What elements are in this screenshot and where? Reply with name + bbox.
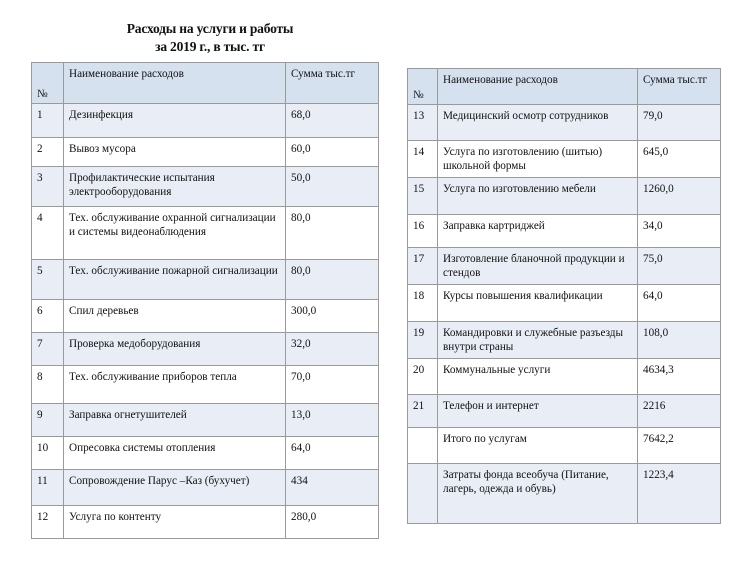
- table-body: [32, 63, 379, 539]
- header-name: Наименование расходов: [64, 63, 286, 104]
- row-num-cell: 15: [408, 178, 438, 215]
- row-sum-cell: 32,0: [286, 333, 379, 366]
- table-row: [32, 207, 379, 260]
- table-body: [408, 69, 721, 524]
- row-num-cell: 18: [408, 285, 438, 322]
- row-num-cell: 16: [408, 215, 438, 248]
- header-num: №: [32, 63, 64, 104]
- table-row: [32, 404, 379, 437]
- header-name: Наименование расходов: [438, 69, 638, 105]
- row-name-cell: Коммунальные услуги: [438, 359, 638, 395]
- row-num-cell: 10: [32, 437, 64, 470]
- row-name-cell: Командировки и служебные разъезды внутри страны: [438, 322, 638, 359]
- row-num-cell: 2: [32, 138, 64, 167]
- row-sum-cell: 300,0: [286, 300, 379, 333]
- table-header-row: [32, 63, 379, 104]
- row-name-cell: Тех. обслуживание охранной сигнализации и системы видеонаблюдения: [64, 207, 286, 260]
- row-num-cell: 1: [32, 104, 64, 138]
- expenses-table-right: [407, 68, 721, 524]
- row-sum-cell: 645,0: [638, 141, 721, 178]
- row-sum-cell: 79,0: [638, 105, 721, 141]
- row-sum-cell: 75,0: [638, 248, 721, 285]
- table-row: [32, 138, 379, 167]
- row-sum-cell: 80,0: [286, 260, 379, 300]
- row-num-cell: 3: [32, 167, 64, 207]
- title-line-2: за 2019 г., в тыс. тг: [155, 39, 265, 54]
- row-num-cell: 9: [32, 404, 64, 437]
- table-row: [408, 428, 721, 464]
- row-num-cell: 11: [32, 470, 64, 506]
- row-sum-cell: 68,0: [286, 104, 379, 138]
- row-name-cell: Итого по услугам: [438, 428, 638, 464]
- row-sum-cell: 2216: [638, 395, 721, 428]
- row-name-cell: Телефон и интернет: [438, 395, 638, 428]
- row-sum-cell: 70,0: [286, 366, 379, 404]
- row-num-cell: 6: [32, 300, 64, 333]
- table-row: [408, 464, 721, 524]
- expenses-table-left: [31, 62, 379, 539]
- table-row: [32, 470, 379, 506]
- row-name-cell: Вывоз мусора: [64, 138, 286, 167]
- row-name-cell: Затраты фонда всеобуча (Питание, лагерь, одежда и обувь): [438, 464, 638, 524]
- row-name-cell: Опресовка системы отопления: [64, 437, 286, 470]
- row-name-cell: Курсы повышения квалификации: [438, 285, 638, 322]
- row-num-cell: [408, 464, 438, 524]
- header-num: №: [408, 69, 438, 105]
- table-row: [408, 359, 721, 395]
- table-row: [408, 248, 721, 285]
- row-num-cell: [408, 428, 438, 464]
- row-sum-cell: 7642,2: [638, 428, 721, 464]
- row-name-cell: Тех. обслуживание приборов тепла: [64, 366, 286, 404]
- table-row: [32, 167, 379, 207]
- row-name-cell: Дезинфекция: [64, 104, 286, 138]
- table-row: [32, 333, 379, 366]
- table-row: [32, 506, 379, 539]
- row-sum-cell: 280,0: [286, 506, 379, 539]
- table-row: [408, 105, 721, 141]
- table-row: [32, 437, 379, 470]
- row-sum-cell: 1260,0: [638, 178, 721, 215]
- row-name-cell: Проверка медоборудования: [64, 333, 286, 366]
- row-sum-cell: 64,0: [286, 437, 379, 470]
- row-sum-cell: 50,0: [286, 167, 379, 207]
- row-name-cell: Сопровождение Парус –Каз (бухучет): [64, 470, 286, 506]
- table-row: [408, 215, 721, 248]
- row-num-cell: 17: [408, 248, 438, 285]
- row-name-cell: Услуга по изготовлению (шитью) школьной формы: [438, 141, 638, 178]
- header-sum: Сумма тыс.тг: [286, 63, 379, 104]
- row-sum-cell: 434: [286, 470, 379, 506]
- row-sum-cell: 4634,3: [638, 359, 721, 395]
- row-num-cell: 19: [408, 322, 438, 359]
- row-sum-cell: 13,0: [286, 404, 379, 437]
- row-num-cell: 21: [408, 395, 438, 428]
- table-row: [32, 104, 379, 138]
- table-row: [32, 260, 379, 300]
- row-sum-cell: 60,0: [286, 138, 379, 167]
- row-sum-cell: 64,0: [638, 285, 721, 322]
- row-name-cell: Услуга по изготовлению мебели: [438, 178, 638, 215]
- row-num-cell: 7: [32, 333, 64, 366]
- table-row: [408, 395, 721, 428]
- table-row: [408, 141, 721, 178]
- row-sum-cell: 34,0: [638, 215, 721, 248]
- row-name-cell: Изготовление бланочной продукции и стендов: [438, 248, 638, 285]
- row-sum-cell: 108,0: [638, 322, 721, 359]
- page-title: [60, 20, 360, 56]
- row-num-cell: 5: [32, 260, 64, 300]
- table-row: [408, 178, 721, 215]
- row-name-cell: Услуга по контенту: [64, 506, 286, 539]
- table-row: [32, 300, 379, 333]
- header-sum: Сумма тыс.тг: [638, 69, 721, 105]
- row-sum-cell: 1223,4: [638, 464, 721, 524]
- row-num-cell: 8: [32, 366, 64, 404]
- row-name-cell: Заправка картриджей: [438, 215, 638, 248]
- row-name-cell: Заправка огнетушителей: [64, 404, 286, 437]
- row-num-cell: 14: [408, 141, 438, 178]
- table-row: [408, 322, 721, 359]
- row-name-cell: Профилактические испытания электрооборудования: [64, 167, 286, 207]
- row-num-cell: 13: [408, 105, 438, 141]
- title-line-1: Расходы на услуги и работы: [126, 21, 294, 36]
- table-row: [32, 366, 379, 404]
- row-num-cell: 4: [32, 207, 64, 260]
- table-row: [408, 285, 721, 322]
- row-name-cell: Тех. обслуживание пожарной сигнализации: [64, 260, 286, 300]
- row-sum-cell: 80,0: [286, 207, 379, 260]
- row-num-cell: 20: [408, 359, 438, 395]
- table-header-row: [408, 69, 721, 105]
- row-name-cell: Спил деревьев: [64, 300, 286, 333]
- row-name-cell: Медицинский осмотр сотрудников: [438, 105, 638, 141]
- row-num-cell: 12: [32, 506, 64, 539]
